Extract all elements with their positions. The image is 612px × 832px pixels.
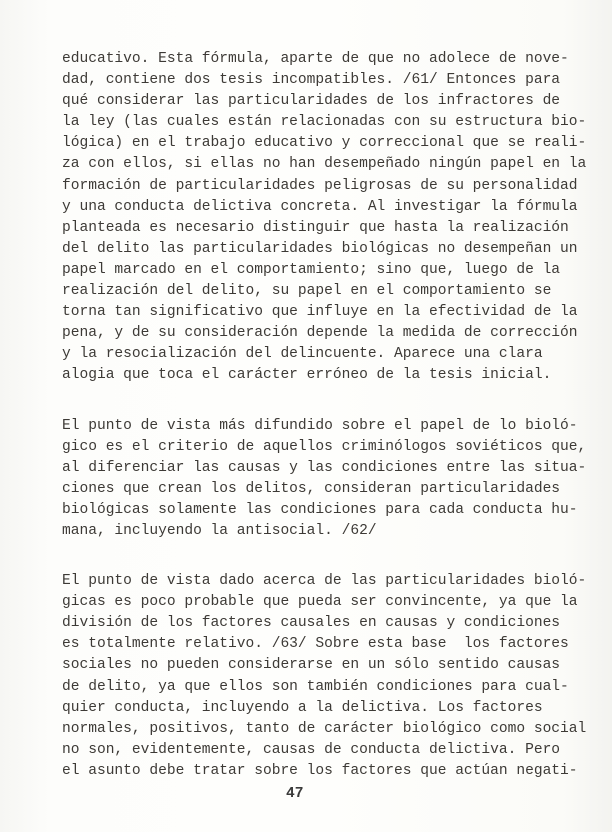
text-line: formación de particularidades peligrosas de su personalidad [62,177,578,194]
text-line: al diferenciar las causas y las condiciones entre las situa- [62,459,587,476]
text-line: torna tan significativo que influye en la efectividad de la [62,304,578,321]
paragraph-1 [62,49,587,387]
text-line: y la resocialización del delincuente. Aparece una clara [62,346,543,363]
text-line: educativo. Esta fórmula, aparte de que no adolece de nove- [62,51,569,67]
text-line: del delito las particularidades biológicas no desempeñan un [62,240,578,257]
text-line: de delito, ya que ellos son también condiciones para cual- [62,678,569,695]
text-line: no son, evidentemente, causas de conducta delictiva. Pero [62,741,561,758]
text-line: dad, contiene dos tesis incompatibles. /61/ Entonces para [62,72,561,89]
text-line: biológicas solamente las condiciones para cada conducta hu- [62,501,578,518]
text-line: es totalmente relativo. /63/ Sobre esta base los factores [62,636,569,653]
text-line: sociales no pueden considerarse en un sólo sentido causas [62,657,561,674]
text-line: pena, y de su consideración depende la medida de corrección [62,325,578,342]
text-line: gico es el criterio de aquellos criminólogos soviéticos que, [62,438,587,455]
paragraph-3 [62,571,587,782]
text-line: El punto de vista más difundido sobre el papel de lo bioló- [62,417,578,434]
text-line: normales, positivos, tanto de carácter biológico como social [62,720,587,737]
text-line: mana, incluyendo la antisocial. /62/ [62,522,377,539]
text-line: El punto de vista dado acerca de las particularidades bioló- [62,573,587,590]
text-line: alogia que toca el carácter erróneo de la tesis inicial. [62,367,552,384]
page-number: 47 [286,786,304,802]
text-line: el asunto debe tratar sobre los factores que actúan negati- [62,762,578,779]
text-line: gicas es poco probable que pueda ser convincente, ya que la [62,594,578,611]
paragraph-2 [62,416,587,543]
text-line: quier conducta, incluyendo a la delictiva. Los factores [62,699,543,716]
text-line: lógica) en el trabajo educativo y correccional que se reali- [62,135,587,152]
text-line: división de los factores causales en causas y condiciones [62,615,561,632]
text-line: qué considerar las particularidades de los infractores de [62,93,561,110]
text-line: ciones que crean los delitos, consideran particularidades [62,480,561,497]
paragraph-spacer [62,542,582,571]
text-line: y una conducta delictiva concreta. Al investigar la fórmula [62,198,578,215]
body-text [62,49,587,782]
text-line: za con ellos, si ellas no han desempeñado ningún papel en la [62,156,587,173]
paragraph-spacer [62,387,582,416]
text-line: papel marcado en el comportamiento; sino que, luego de la [62,261,561,278]
text-line: planteada es necesario distinguir que hasta la realización [62,219,569,236]
text-line: la ley (las cuales están relacionadas con su estructura bio- [62,114,587,131]
text-line: realización del delito, su papel en el comportamiento se [62,283,552,300]
